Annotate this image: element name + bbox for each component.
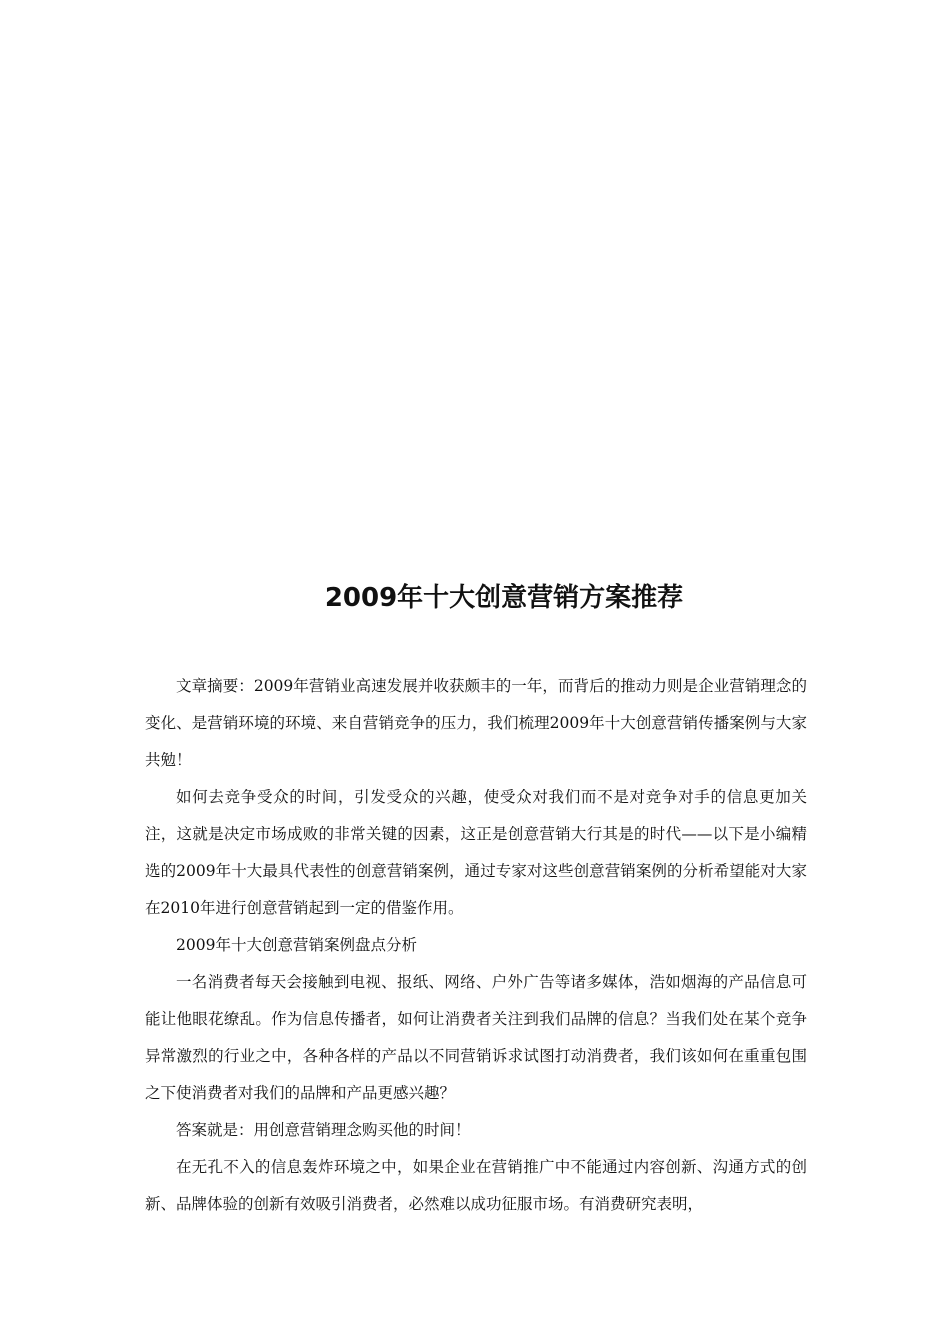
paragraph-subheading: 2009年十大创意营销案例盘点分析 [176,936,417,954]
document-title: 2009年十大创意营销方案推荐 [324,583,684,613]
document-body [145,668,807,1223]
paragraph-environment: 在无孔不入的信息轰炸环境之中，如果企业在营销推广中不能通过内容创新、沟通方式的创新、品牌体验的创新有效吸引消费者，必然难以成功征服市场。有消费研究表明， [145,1158,807,1213]
paragraph-abstract: 文章摘要：2009年营销业高速发展并收获颇丰的一年，而背后的推动力则是企业营销理念的变化、是营销环境的环境、来自营销竞争的压力，我们梳理2009年十大创意营销传播案例与大家共勉！ [145,677,807,769]
paragraph-answer: 答案就是：用创意营销理念购买他的时间！ [176,1121,471,1139]
paragraph-intro: 如何去竞争受众的时间，引发受众的兴趣，使受众对我们而不是对竞争对手的信息更加关注，这就是决定市场成败的非常关键的因素，这正是创意营销大行其是的时代——以下是小编精选的2009年十大最具代表性的创意营销案例，通过专家对这些创意营销案例的分析希望能对大家在2010年进行创意营销起到一定的借鉴作用。 [145,788,807,917]
paragraph-consumer: 一名消费者每天会接触到电视、报纸、网络、户外广告等诸多媒体，浩如烟海的产品信息可能让他眼花缭乱。作为信息传播者，如何让消费者关注到我们品牌的信息？当我们处在某个竞争异常激烈的行业之中，各种各样的产品以不同营销诉求试图打动消费者，我们该如何在重重包围之下使消费者对我们的品牌和产品更感兴趣？ [145,973,807,1102]
